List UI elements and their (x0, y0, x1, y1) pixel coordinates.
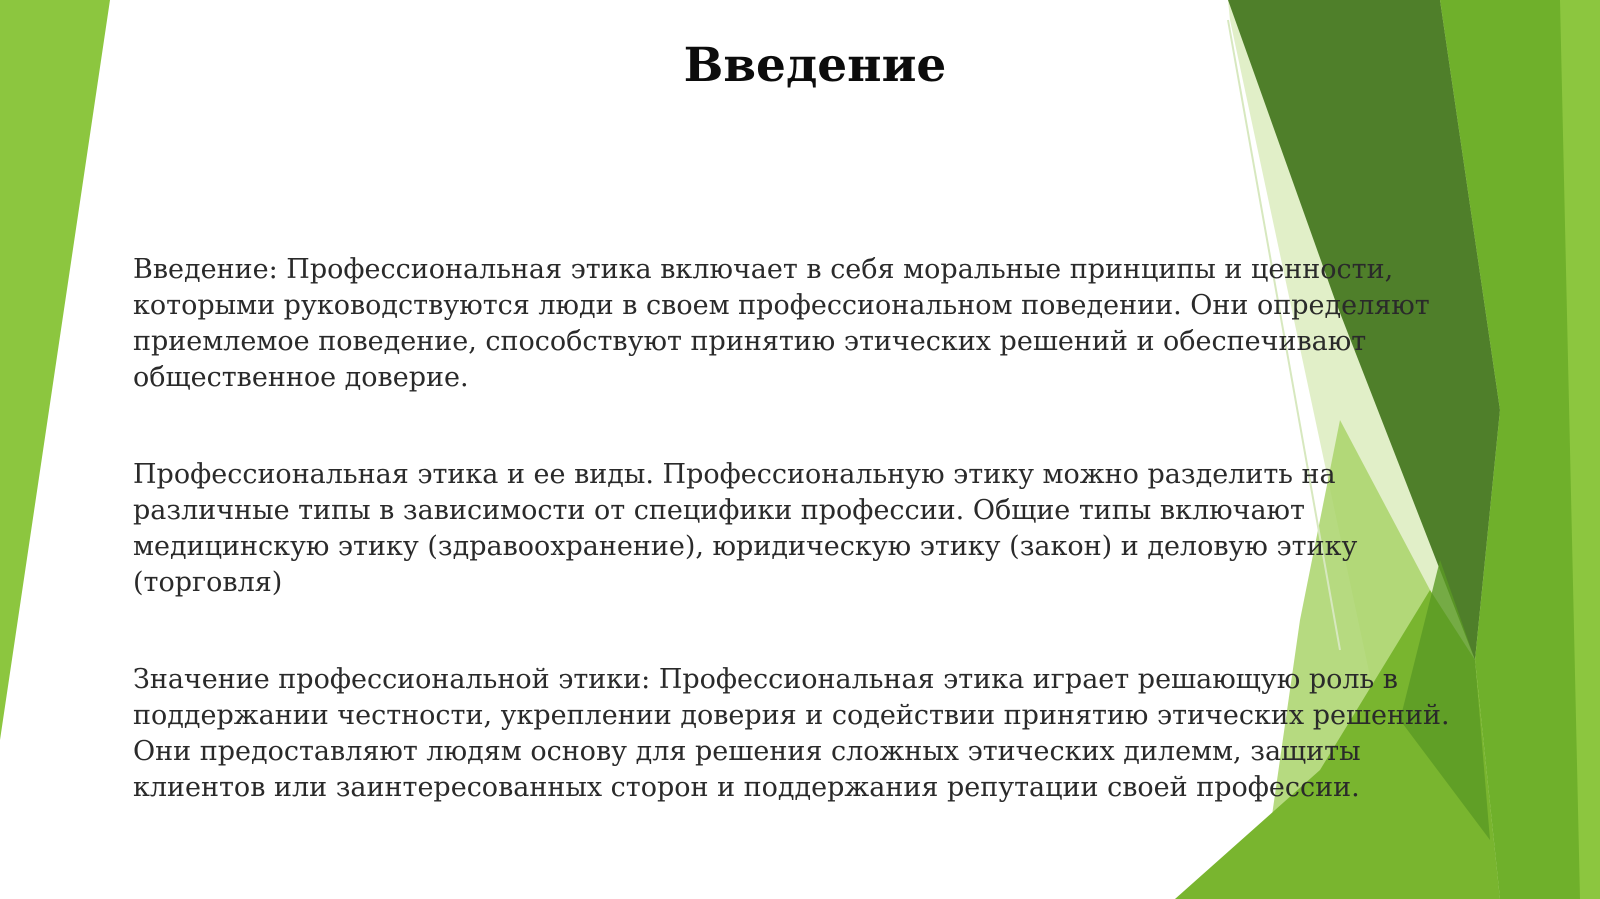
left-accent-band (0, 0, 110, 740)
slide-title: Введение (683, 38, 947, 93)
paragraph-introduction: Введение: Профессиональная этика включает в себя моральные принципы и ценности, которыми руководствуются люди в своем профессиональном поведении. Они определяют приемлемое поведение, способствуют принятию этических решений и обеспечивают общественное доверие. (133, 254, 1430, 393)
paragraph-ethics-types: Профессиональная этика и ее виды. Профессиональную этику можно разделить на различные типы в зависимости от специфики профессии. Общие типы включают медицинскую этику (здравоохранение), юридическую этику (закон) и деловую этику (торговля) (133, 459, 1358, 598)
paragraph-ethics-importance: Значение профессиональной этики: Профессиональная этика играет решающую роль в поддержании честности, укреплении доверия и содействии принятию этических решений. Они предоставляют людям основу для решения сложных этических дилемм, защиты клиентов или заинтересованных сторон и поддержания репутации своей профессии. (133, 664, 1450, 803)
